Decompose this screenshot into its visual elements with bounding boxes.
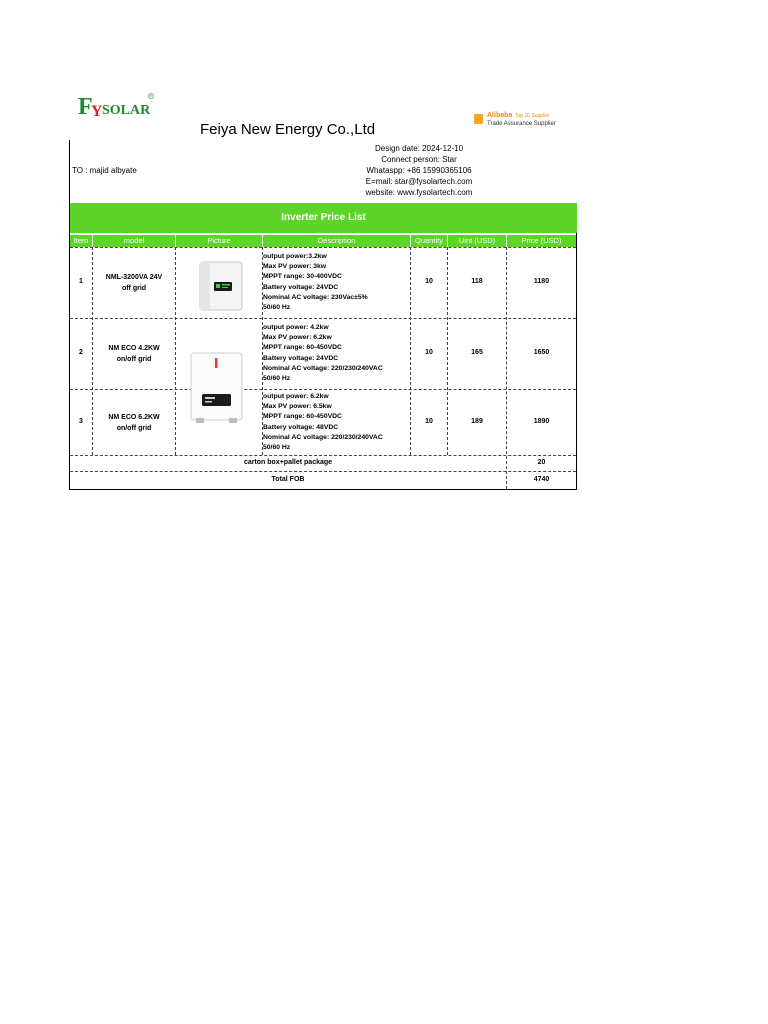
row1-unit: 118 — [471, 278, 483, 285]
col-header-model — [93, 235, 175, 247]
row3-model-line1: NM ECO 6.2KW — [108, 414, 160, 421]
grid-line — [70, 471, 576, 472]
row3-description — [263, 392, 411, 453]
row1-description — [263, 252, 411, 313]
col-header-quantity — [411, 235, 447, 247]
col-header-description — [263, 235, 410, 247]
col-header-item — [70, 235, 92, 247]
row1-quantity: 10 — [425, 278, 433, 285]
alibaba-top-supplier: Top 10 Supplier — [515, 113, 550, 119]
inverter-image-1 — [199, 261, 243, 311]
col-header-unit-label: Uint (USD) — [458, 236, 496, 245]
row3-quantity: 10 — [425, 418, 433, 425]
row1-desc-line: MPPT range: 30-400VDC — [263, 273, 342, 281]
row1-model-line1: NML-3200VA 24V — [105, 274, 163, 281]
row2-desc-line: Battery voltage: 24VDC — [263, 354, 339, 362]
svg-text:R: R — [149, 94, 153, 99]
row2-price: 1650 — [533, 349, 550, 356]
col-header-description-label: Description — [317, 236, 356, 245]
grid-line — [70, 247, 576, 248]
col-header-picture-label: Picture — [207, 236, 231, 245]
total-value: 4740 — [533, 476, 550, 483]
right-border — [576, 203, 577, 490]
company-name: Feiya New Energy Co.,Ltd — [200, 121, 376, 138]
website: website: www.fysolartech.com — [365, 188, 473, 197]
row2-model-line2: on/off grid — [116, 356, 152, 363]
svg-text:F: F — [78, 94, 93, 120]
row1-desc-line: Battery voltage: 24VDC — [263, 283, 339, 291]
row2-description — [263, 323, 411, 384]
fysolar-logo — [78, 92, 154, 120]
row3-desc-line: Max PV power: 6.5kw — [263, 403, 332, 411]
row3-desc-line: output power: 6.2kw — [263, 393, 329, 400]
row2-desc-line: output power: 4.2kw — [263, 324, 329, 331]
left-border — [69, 140, 70, 490]
design-date: Design date: 2024-12-10 — [374, 144, 464, 153]
package-label: carton box+pallet package — [243, 459, 333, 466]
table-title: Inverter Price List — [281, 212, 366, 223]
row1-model-line2: off grid — [121, 285, 147, 292]
recipient: TO : majid albyate — [72, 166, 137, 175]
svg-text:SOLAR: SOLAR — [102, 103, 151, 118]
contact-info — [330, 143, 508, 198]
col-header-price — [507, 235, 576, 247]
total-label: Total FOB — [271, 476, 305, 483]
connect-person: Connect person: Star — [381, 155, 457, 164]
col-header-unit — [448, 235, 506, 247]
row3-model — [93, 412, 175, 434]
col-header-price-label: Price (USD) — [521, 236, 562, 245]
col-header-picture — [176, 235, 262, 247]
alibaba-brand: Alibaba — [487, 112, 513, 119]
row3-unit: 189 — [471, 418, 483, 425]
grid-line — [70, 455, 576, 456]
bottom-border — [69, 489, 577, 490]
row2-model — [93, 343, 175, 365]
col-header-quantity-label: Quantity — [415, 236, 443, 245]
row2-desc-line: MPPT range: 60-450VDC — [263, 344, 342, 352]
table-title-banner — [70, 203, 577, 233]
row2-quantity: 10 — [425, 349, 433, 356]
email: E=mail: star@fysolartech.com — [365, 177, 473, 186]
row1-model — [93, 272, 175, 294]
package-value: 20 — [537, 459, 546, 466]
row2-desc-line: 50/60 Hz — [263, 375, 291, 383]
row3-desc-line: Nominal AC voltage: 220/230/240VAC — [263, 433, 383, 441]
alibaba-badge — [472, 111, 582, 131]
row2-model-line1: NM ECO 4.2KW — [108, 345, 160, 352]
grid-line — [70, 318, 576, 319]
row3-model-line2: on/off grid — [116, 425, 152, 432]
svg-text:Y: Y — [91, 103, 103, 120]
row1-item: 1 — [79, 278, 83, 285]
row2-desc-line: Max PV power: 6.2kw — [263, 334, 332, 342]
row3-item: 3 — [79, 418, 83, 425]
row2-unit: 165 — [471, 349, 483, 356]
row1-desc-line: Nominal AC voltage: 230Vac±5% — [263, 293, 368, 301]
row2-item: 2 — [79, 349, 83, 356]
row3-price: 1890 — [533, 418, 550, 425]
row1-desc-line: output power:3.2kw — [263, 253, 327, 260]
row1-desc-line: Max PV power: 3kw — [263, 263, 327, 271]
row3-desc-line: 50/60 Hz — [263, 444, 291, 452]
grid-line — [175, 247, 176, 455]
alibaba-assurance: Trade Assurance Supplier — [487, 121, 556, 127]
row3-desc-line: Battery voltage: 48VDC — [263, 423, 339, 431]
row1-desc-line: 50/60 Hz — [263, 304, 291, 312]
grid-line — [70, 389, 576, 390]
alibaba-lock-icon — [474, 114, 483, 124]
col-header-model-label: model — [123, 236, 145, 245]
whatsapp: Whataspp: +86 15990365106 — [366, 166, 472, 175]
row1-price: 1180 — [533, 278, 550, 285]
row2-desc-line: Nominal AC voltage: 220/230/240VAC — [263, 364, 383, 372]
col-header-item-label: Item — [73, 236, 89, 245]
inverter-image-2 — [190, 352, 243, 424]
row3-desc-line: MPPT range: 60-450VDC — [263, 413, 342, 421]
